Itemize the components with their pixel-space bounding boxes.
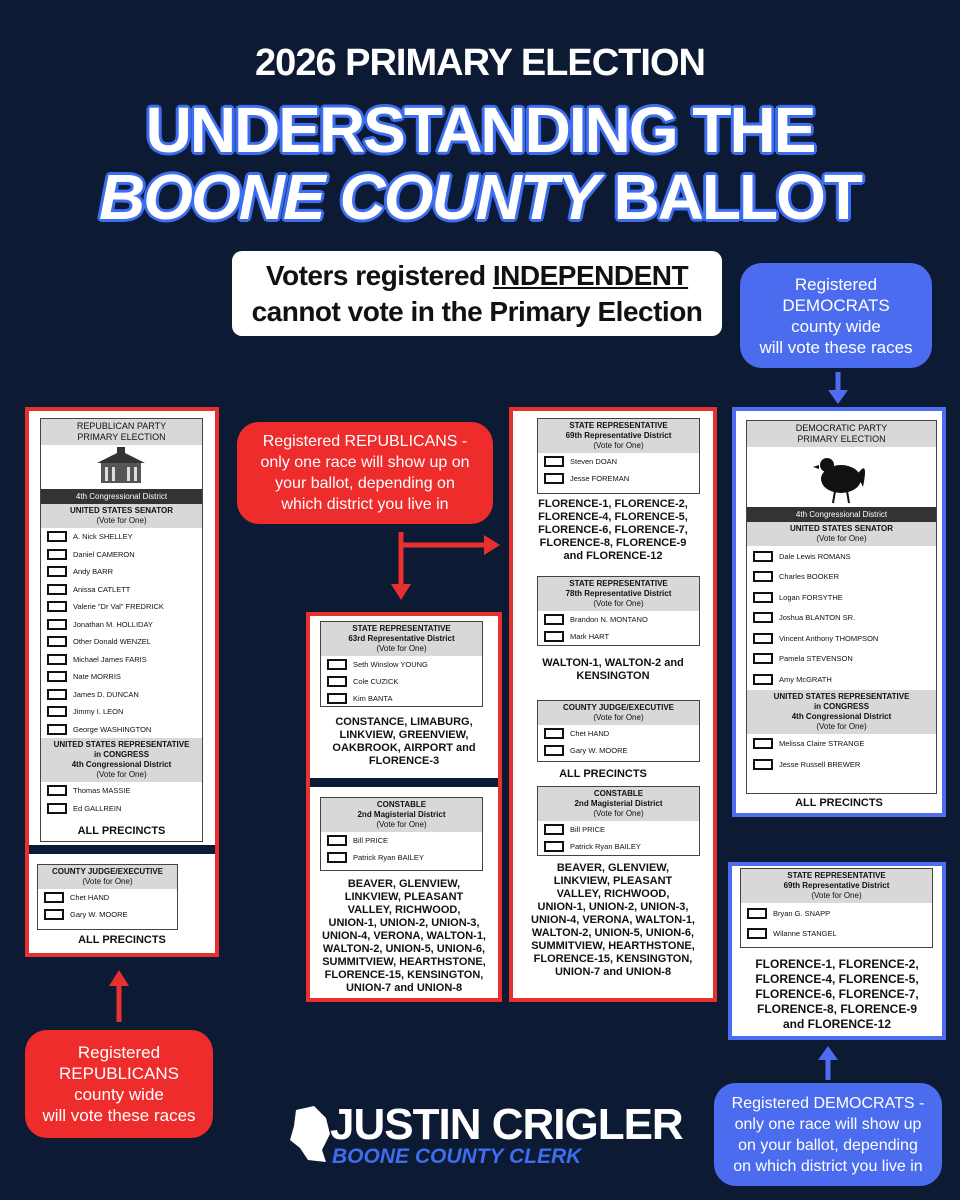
- candidate-name: Chet HAND: [70, 893, 110, 902]
- text-line: UNION-4, VERONA, WALTON-1,: [531, 914, 695, 926]
- candidate-name: Valerie "Dr Val" FREDRICK: [73, 602, 164, 612]
- vote-checkbox[interactable]: [47, 706, 67, 717]
- right-judge-candidates: [538, 725, 699, 759]
- right-judge-precincts: [513, 768, 693, 781]
- candidate-row[interactable]: [41, 546, 202, 564]
- text-line: UNION-7 and UNION-8: [345, 982, 463, 994]
- text-line: UNION-1, UNION-2, UNION-3,: [537, 901, 689, 913]
- candidate-row[interactable]: [538, 611, 699, 628]
- rep-judge-candidates: [38, 889, 177, 923]
- text-line: REPUBLICANS: [59, 1064, 179, 1083]
- dem69-title1: STATE REPRESENTATIVE: [787, 871, 886, 880]
- text-line: FLORENCE-1, FLORENCE-2,: [755, 957, 919, 971]
- candidate-row[interactable]: [538, 470, 699, 487]
- candidate-row[interactable]: [538, 838, 699, 855]
- rep-precincts: ALL PRECINCTS: [77, 825, 166, 837]
- vote-checkbox[interactable]: [544, 473, 564, 484]
- dem69-title2: 69th Representative District: [783, 881, 890, 890]
- dem-precincts: ALL PRECINCTS: [795, 797, 883, 809]
- dem-senate-header: [747, 522, 936, 546]
- text-line: FLORENCE-1, FLORENCE-2,: [538, 498, 688, 510]
- dem69-sheet: [740, 868, 933, 948]
- courthouse-seal-icon: [41, 445, 202, 487]
- text-line: OAKBROOK, AIRPORT and: [332, 742, 476, 754]
- mid-constable-sheet: [320, 797, 483, 871]
- vote-checkbox[interactable]: [47, 654, 67, 665]
- text-line: CONSTANCE, LIMABURG,: [335, 716, 473, 728]
- candidate-row[interactable]: [41, 633, 202, 651]
- candidate-row[interactable]: [741, 923, 932, 943]
- candidate-row[interactable]: [538, 725, 699, 742]
- vote-checkbox[interactable]: [753, 571, 773, 582]
- rep78-instr: (Vote for One): [593, 599, 644, 608]
- text-line: FLORENCE-6, FLORENCE-7,: [538, 524, 688, 536]
- text-line: SUMMITVIEW, HEARTHSTONE,: [531, 940, 695, 952]
- text-line: VALLEY, RICHWOOD,: [347, 904, 461, 916]
- dem-party-header: [747, 421, 936, 447]
- rep-house-header: [41, 738, 202, 782]
- rep-house-candidates: [41, 782, 202, 817]
- candidate-name: George WASHINGTON: [73, 724, 152, 734]
- text-line: Registered: [794, 274, 878, 294]
- right-constable-instr: (Vote for One): [593, 809, 644, 818]
- candidate-name: Bryan G. SNAPP: [773, 908, 831, 918]
- candidate-row[interactable]: [41, 782, 202, 800]
- dem-senate-candidates: [747, 546, 936, 690]
- dem-district-bar: 4th Congressional District: [747, 507, 936, 522]
- vote-checkbox[interactable]: [327, 659, 347, 670]
- candidate-row[interactable]: [538, 821, 699, 838]
- candidate-row[interactable]: [41, 800, 202, 818]
- rep63-header: [321, 622, 482, 656]
- vote-checkbox[interactable]: [753, 759, 773, 770]
- right-constable-title2: 2nd Magisterial District: [574, 799, 663, 808]
- mid-constable-candidates: [321, 832, 482, 866]
- rep-senate-title: UNITED STATES SENATOR: [70, 506, 173, 515]
- candidate-row[interactable]: [747, 608, 936, 629]
- dem69-precincts: [732, 957, 942, 1032]
- rep63-instr: (Vote for One): [376, 644, 427, 653]
- candidate-name: Bill PRICE: [570, 825, 606, 834]
- vote-checkbox[interactable]: [47, 671, 67, 682]
- text-line: WALTON-1, WALTON-2 and: [542, 657, 684, 669]
- vote-checkbox[interactable]: [44, 909, 64, 920]
- dem-house-title2: in CONGRESS: [813, 701, 870, 711]
- rep-senate-header: [41, 504, 202, 528]
- vote-checkbox[interactable]: [47, 803, 67, 814]
- rep69-title2: 69th Representative District: [565, 431, 672, 440]
- vote-checkbox[interactable]: [47, 584, 67, 595]
- vote-checkbox[interactable]: [47, 549, 67, 560]
- rep63-title1: STATE REPRESENTATIVE: [352, 624, 451, 633]
- text-line: will vote these races: [759, 337, 913, 357]
- right-judge-instr: (Vote for One): [593, 713, 644, 722]
- rep69-header: [538, 419, 699, 453]
- rep78-candidates: [538, 611, 699, 645]
- text-line: FLORENCE-4, FLORENCE-5,: [538, 511, 688, 523]
- candidate-row[interactable]: [41, 668, 202, 686]
- county-map-icon: [286, 1104, 334, 1166]
- candidate-row[interactable]: [41, 651, 202, 669]
- text-line: only one race will show up on: [260, 454, 470, 471]
- text-line: your ballot, depending on: [275, 475, 455, 492]
- vote-checkbox[interactable]: [327, 835, 347, 846]
- candidate-name: Andy BARR: [73, 567, 114, 577]
- candidate-row[interactable]: [321, 673, 482, 690]
- candidate-name: Kim BANTA: [353, 694, 393, 703]
- right-judge-sheet: [537, 700, 700, 762]
- candidate-name: Jimmy I. LEON: [73, 707, 124, 717]
- vote-checkbox[interactable]: [47, 601, 67, 612]
- right-constable-header: [538, 787, 699, 821]
- rooster-icon: [747, 447, 936, 505]
- candidate-name: Brandon N. MONTANO: [570, 615, 648, 624]
- vote-checkbox[interactable]: [47, 531, 67, 542]
- vote-checkbox[interactable]: [544, 614, 564, 625]
- vote-checkbox[interactable]: [47, 566, 67, 577]
- text-line: LINKVIEW, PLEASANT: [553, 875, 673, 887]
- text-line: ALL PRECINCTS: [559, 768, 647, 780]
- dem-house-title3: 4th Congressional District: [791, 711, 892, 721]
- candidate-name: Pamela STEVENSON: [779, 654, 853, 664]
- rep69-precincts: [513, 498, 713, 563]
- vote-checkbox[interactable]: [753, 612, 773, 623]
- candidate-name: Mark HART: [570, 632, 610, 641]
- text-line: on your ballot, depending: [738, 1136, 918, 1154]
- arrow-up-dem: [818, 1046, 838, 1080]
- text-line: SUMMITVIEW, HEARTHSTONE,: [322, 956, 486, 968]
- candidate-name: Gary W. MOORE: [570, 746, 628, 755]
- candidate-row[interactable]: [538, 628, 699, 645]
- vote-checkbox[interactable]: [753, 653, 773, 664]
- candidate-row[interactable]: [321, 656, 482, 673]
- text-line: DEMOCRATS: [782, 295, 890, 315]
- candidate-row[interactable]: [41, 598, 202, 616]
- mid-constable-title2: 2nd Magisterial District: [357, 810, 446, 819]
- candidate-row[interactable]: [41, 616, 202, 634]
- vote-checkbox[interactable]: [47, 689, 67, 700]
- text-line: VALLEY, RICHWOOD,: [556, 888, 670, 900]
- rep-judge-header: [38, 865, 177, 889]
- rep63-sheet: [320, 621, 483, 707]
- divider-band-mid: [310, 778, 498, 787]
- vote-checkbox[interactable]: [753, 674, 773, 685]
- text-line: FLORENCE-15, KENSINGTON,: [533, 953, 693, 965]
- candidate-name: Gary W. MOORE: [70, 910, 128, 919]
- candidate-row[interactable]: [747, 649, 936, 670]
- candidate-row[interactable]: [747, 587, 936, 608]
- candidate-name: Ed GALLREIN: [73, 803, 122, 813]
- right-constable-sheet: [537, 786, 700, 856]
- rep63-candidates: [321, 656, 482, 707]
- candidate-name: Patrick Ryan BAILEY: [353, 853, 424, 862]
- text-line: Registered: [77, 1043, 161, 1062]
- rep-house-title3: 4th Congressional District: [71, 760, 172, 769]
- candidate-name: Charles BOOKER: [779, 572, 840, 582]
- vote-checkbox[interactable]: [327, 852, 347, 863]
- vote-checkbox[interactable]: [47, 636, 67, 647]
- candidate-name: Seth Winslow YOUNG: [353, 660, 428, 669]
- candidate-row[interactable]: [321, 690, 482, 707]
- notice-line2: cannot vote in the Primary Election: [251, 296, 703, 327]
- clerk-name: JUSTIN CRIGLER: [330, 1100, 683, 1149]
- vote-checkbox[interactable]: [753, 551, 773, 562]
- rep-house-instr: (Vote for One): [96, 770, 147, 779]
- candidate-name: Patrick Ryan BAILEY: [570, 842, 641, 851]
- vote-checkbox[interactable]: [47, 785, 67, 796]
- dem-party-line1: DEMOCRATIC PARTY: [795, 423, 888, 433]
- text-line: WALTON-2, UNION-5, UNION-6,: [322, 943, 486, 955]
- rep-judge-title: COUNTY JUDGE/EXECUTIVE: [52, 867, 163, 876]
- vote-checkbox[interactable]: [544, 841, 564, 852]
- text-line: FLORENCE-6, FLORENCE-7,: [755, 987, 919, 1001]
- candidate-name: Wilanne STANGEL: [773, 928, 837, 938]
- rep-judge-sheet: [37, 864, 178, 930]
- rep69-sheet: [537, 418, 700, 494]
- candidate-row[interactable]: [747, 567, 936, 588]
- arrow-down-dem: [828, 372, 848, 404]
- text-line: LINKVIEW, PLEASANT: [344, 891, 464, 903]
- candidate-name: Melissa Claire STRANGE: [779, 739, 865, 749]
- candidate-name: Amy McGRATH: [779, 674, 832, 684]
- candidate-row[interactable]: [41, 703, 202, 721]
- page-title-line1: UNDERSTANDING THE: [145, 94, 815, 166]
- candidate-row[interactable]: [321, 832, 482, 849]
- vote-checkbox[interactable]: [753, 633, 773, 644]
- vote-checkbox[interactable]: [753, 738, 773, 749]
- rep-judge-precincts: ALL PRECINCTS: [78, 934, 166, 946]
- title-county: BOONE COUNTY: [99, 161, 598, 233]
- rep78-title1: STATE REPRESENTATIVE: [569, 579, 668, 588]
- candidate-name: James D. DUNCAN: [73, 689, 139, 699]
- rep-judge-instr: (Vote for One): [82, 877, 133, 886]
- text-line: UNION-4, VERONA, WALTON-1,: [322, 930, 486, 942]
- dem-house-candidates: [747, 734, 936, 775]
- mid-constable-instr: (Vote for One): [376, 820, 427, 829]
- text-line: FLORENCE-8, FLORENCE-9: [756, 1002, 917, 1016]
- text-line: FLORENCE-3: [368, 755, 440, 767]
- candidate-row[interactable]: [41, 581, 202, 599]
- right-constable-title1: CONSTABLE: [593, 789, 644, 798]
- vote-checkbox[interactable]: [753, 592, 773, 603]
- candidate-row[interactable]: [41, 721, 202, 739]
- text-line: and FLORENCE-12: [782, 1017, 891, 1031]
- rep-district-bar: 4th Congressional District: [41, 489, 202, 504]
- candidate-name: Logan FORSYTHE: [779, 592, 843, 602]
- candidate-row[interactable]: [538, 742, 699, 759]
- text-line: FLORENCE-8, FLORENCE-9: [539, 537, 687, 549]
- candidate-row[interactable]: [747, 734, 936, 755]
- vote-checkbox[interactable]: [544, 728, 564, 739]
- text-line: KENSINGTON: [576, 670, 650, 682]
- text-line: WALTON-2, UNION-5, UNION-6,: [531, 927, 695, 939]
- text-line: FLORENCE-4, FLORENCE-5,: [755, 972, 919, 986]
- vote-checkbox[interactable]: [747, 928, 767, 939]
- text-line: BEAVER, GLENVIEW,: [347, 878, 461, 890]
- dem-senate-instr: (Vote for One): [816, 534, 867, 543]
- vote-checkbox[interactable]: [47, 724, 67, 735]
- text-line: FLORENCE-15, KENSINGTON,: [324, 969, 484, 981]
- rep78-title2: 78th Representative District: [565, 589, 672, 598]
- arrow-up-rep: [109, 970, 129, 1022]
- rep78-precincts: [513, 657, 713, 683]
- candidate-name: Vincent Anthony THOMPSON: [779, 633, 879, 643]
- candidate-name: Nate MORRIS: [73, 672, 121, 682]
- rep69-candidates: [538, 453, 699, 487]
- candidate-name: Anissa CATLETT: [73, 584, 131, 594]
- candidate-row[interactable]: [41, 528, 202, 546]
- text-line: Registered DEMOCRATS -: [731, 1094, 925, 1112]
- notice-emph: INDEPENDENT: [492, 260, 689, 291]
- rep78-sheet: [537, 576, 700, 646]
- mid-constable-precincts: [310, 878, 498, 995]
- vote-checkbox[interactable]: [327, 693, 347, 704]
- candidate-row[interactable]: [38, 906, 177, 923]
- dem-house-title1: UNITED STATES REPRESENTATIVE: [773, 691, 910, 701]
- text-line: which district you live in: [281, 496, 449, 513]
- clerk-role: BOONE COUNTY CLERK: [332, 1145, 582, 1168]
- rep63-title2: 63rd Representative District: [348, 634, 455, 643]
- text-line: county wide: [791, 316, 881, 336]
- mid-constable-title1: CONSTABLE: [376, 800, 427, 809]
- supertitle: 2026 PRIMARY ELECTION: [255, 42, 705, 84]
- dem69-header: [741, 869, 932, 903]
- dem-senate-title: UNITED STATES SENATOR: [790, 524, 893, 533]
- text-line: UNION-1, UNION-2, UNION-3,: [328, 917, 480, 929]
- dem-house-header: [747, 690, 936, 734]
- dem-party-line2: PRIMARY ELECTION: [797, 434, 886, 444]
- candidate-name: Jesse FOREMAN: [570, 474, 630, 483]
- title-ballot: BALLOT: [613, 161, 861, 233]
- dem69-instr: (Vote for One): [811, 891, 862, 900]
- right-constable-candidates: [538, 821, 699, 855]
- vote-checkbox[interactable]: [47, 619, 67, 630]
- vote-checkbox[interactable]: [544, 745, 564, 756]
- dem69-candidates: [741, 903, 932, 943]
- mid-constable-header: [321, 798, 482, 832]
- rep-senate-instr: (Vote for One): [96, 516, 147, 525]
- candidate-name: Thomas MASSIE: [73, 786, 131, 796]
- vote-checkbox[interactable]: [327, 676, 347, 687]
- candidate-row[interactable]: [538, 453, 699, 470]
- dem-ballot-sheet: [746, 420, 937, 794]
- divider-band: [29, 845, 215, 854]
- notice-text-a: Voters registered: [265, 260, 493, 291]
- right-judge-header: [538, 701, 699, 725]
- rep-senate-candidates: [41, 528, 202, 738]
- right-constable-precincts: [513, 862, 713, 979]
- candidate-name: Joshua BLANTON SR.: [779, 613, 856, 623]
- text-line: and FLORENCE-12: [563, 550, 663, 562]
- vote-checkbox[interactable]: [44, 892, 64, 903]
- rep63-precincts: [310, 716, 498, 768]
- candidate-name: Jonathan M. HOLLIDAY: [73, 619, 153, 629]
- dem-house-instr: (Vote for One): [816, 721, 867, 731]
- text-line: will vote these races: [42, 1106, 196, 1125]
- rep69-instr: (Vote for One): [593, 441, 644, 450]
- candidate-row[interactable]: [41, 563, 202, 581]
- candidate-name: Michael James FARIS: [73, 654, 147, 664]
- text-line: BEAVER, GLENVIEW,: [556, 862, 670, 874]
- text-line: LINKVIEW, GREENVIEW,: [339, 729, 469, 741]
- text-line: county wide: [74, 1085, 164, 1104]
- rep-party-line2: PRIMARY ELECTION: [77, 432, 166, 442]
- rep-party-line1: REPUBLICAN PARTY: [76, 421, 167, 431]
- candidate-row[interactable]: [41, 686, 202, 704]
- candidate-name: Other Donald WENZEL: [73, 637, 151, 647]
- candidate-name: Jesse Russell BREWER: [779, 759, 861, 769]
- candidate-row[interactable]: [747, 628, 936, 649]
- arrow-rep-split: [391, 532, 500, 600]
- vote-checkbox[interactable]: [544, 456, 564, 467]
- candidate-row[interactable]: [747, 546, 936, 567]
- rep-house-title2: in CONGRESS: [93, 750, 150, 759]
- candidate-name: Dale Lewis ROMANS: [779, 551, 851, 561]
- rep-ballot-sheet: [40, 418, 203, 842]
- vote-checkbox[interactable]: [747, 908, 767, 919]
- right-judge-title: COUNTY JUDGE/EXECUTIVE: [563, 703, 674, 712]
- candidate-row[interactable]: [747, 754, 936, 775]
- vote-checkbox[interactable]: [544, 824, 564, 835]
- candidate-name: A. Nick SHELLEY: [73, 532, 133, 542]
- candidate-row[interactable]: [747, 669, 936, 690]
- candidate-name: Steven DOAN: [570, 457, 618, 466]
- candidate-name: Chet HAND: [570, 729, 610, 738]
- text-line: UNION-7 and UNION-8: [554, 966, 672, 978]
- candidate-name: Cole CUZICK: [353, 677, 399, 686]
- rep78-header: [538, 577, 699, 611]
- candidate-row[interactable]: [321, 849, 482, 866]
- rep69-title1: STATE REPRESENTATIVE: [569, 421, 668, 430]
- text-line: on which district you live in: [733, 1157, 923, 1175]
- text-line: only one race will show up: [734, 1115, 922, 1133]
- candidate-name: Bill PRICE: [353, 836, 389, 845]
- candidate-row[interactable]: [38, 889, 177, 906]
- rep-party-header: [41, 419, 202, 445]
- rep-house-title1: UNITED STATES REPRESENTATIVE: [53, 740, 190, 749]
- candidate-name: Daniel CAMERON: [73, 549, 135, 559]
- text-line: Registered REPUBLICANS -: [262, 433, 468, 450]
- candidate-row[interactable]: [741, 903, 932, 923]
- vote-checkbox[interactable]: [544, 631, 564, 642]
